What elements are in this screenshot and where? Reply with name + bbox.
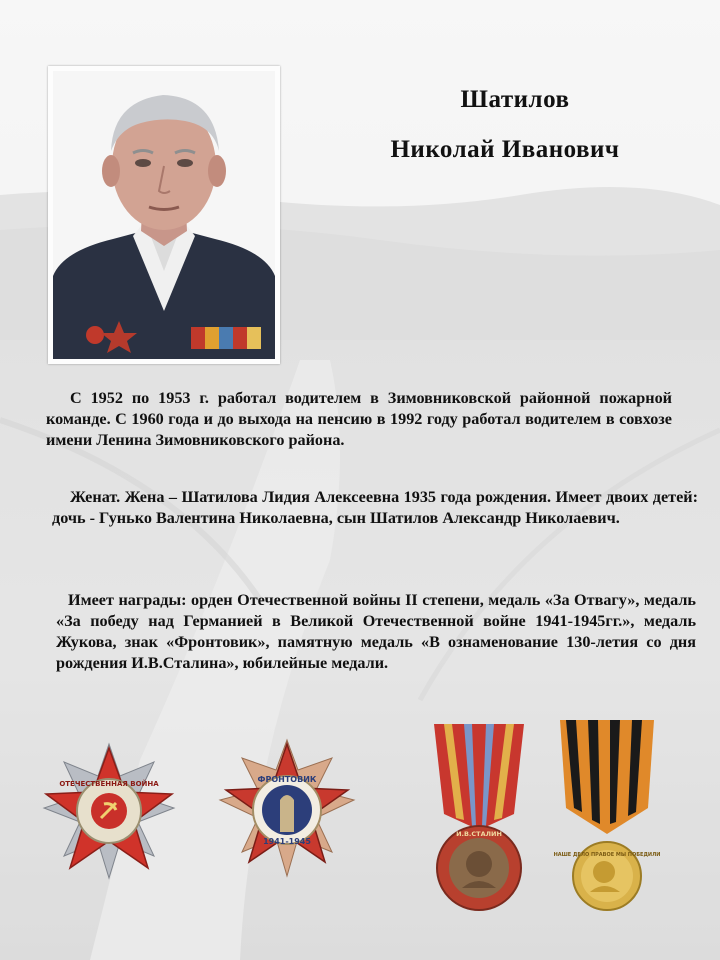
victory-medal-text: НАШЕ ДЕЛО ПРАВОЕ МЫ ПОБЕДИЛИ [553, 852, 661, 858]
biography-awards: Имеет награды: орден Отечественной войны II степени, медаль «За Отвагу», медаль «За победу над Германией в Великой Отечественной войне 1941-1945гг.», медаль Жукова, знак «Фронтовик», памятную медаль «В ознаменование 130-летия со дня рождения И.В.Сталина», юбилейные медали. [56, 591, 696, 672]
frontovik-text: ФРОНТОВИК [257, 775, 317, 784]
stalin-medal-text: И.В.СТАЛИН [456, 830, 502, 838]
order-text: ОТЕЧЕСТВЕННАЯ ВОЙНА [59, 780, 159, 788]
order-patriotic-war-icon [34, 738, 184, 888]
portrait-image [53, 71, 275, 359]
frontovik-badge-icon [214, 736, 360, 884]
biography-work: С 1952 по 1953 г. работал водителем в Зимовниковской районной пожарной команде. С 1960 года и до выхода на пенсию в 1992 году работал водителем в совхозе имени Ленина Зимовниковского района. [46, 389, 672, 449]
victory-medal-icon [552, 716, 662, 916]
given-names: Николай Иванович [390, 136, 620, 163]
biography-family: Женат. Жена – Шатилова Лидия Алексеевна 1935 года рождения. Имеет двоих детей: дочь - Гунько Валентина Николаевна, сын Шатилов Александр Николаевич. [52, 488, 698, 527]
frontovik-years: 1941-1945 [263, 837, 311, 846]
person-name [330, 86, 680, 164]
stalin-medal-icon [424, 718, 534, 918]
surname: Шатилов [460, 86, 570, 113]
portrait-photo [48, 66, 280, 364]
